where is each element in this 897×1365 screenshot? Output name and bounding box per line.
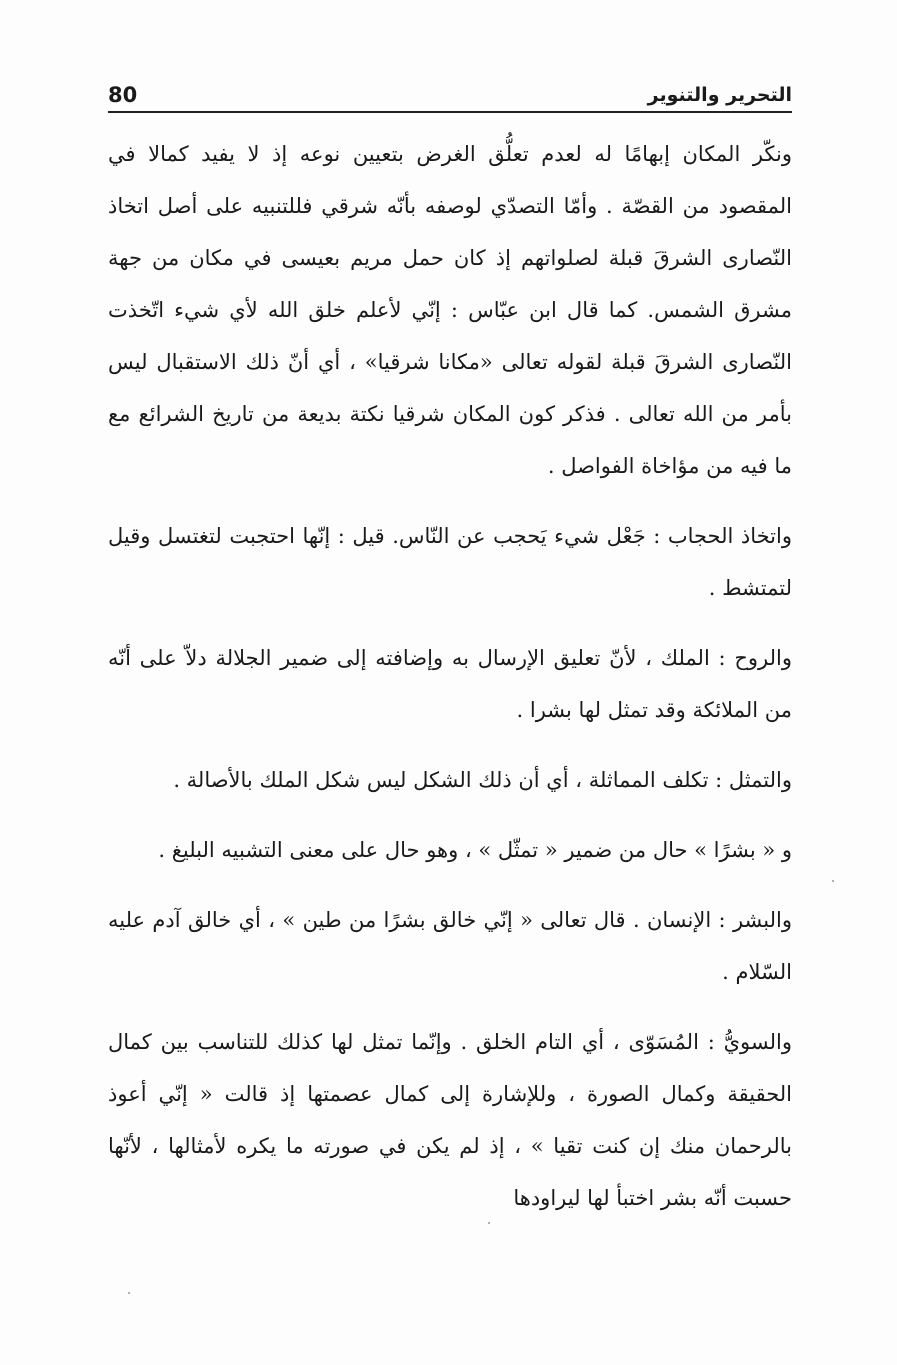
paragraph-likeness: والتمثل : تكلف المماثلة ، أي أن ذلك الشكل ليس شكل الملك بالأصالة . <box>173 768 792 792</box>
scan-speck <box>832 880 834 882</box>
paragraph-veil: واتخاذ الحجاب : جَعْل شيء يَحجب عن النّاس. قيل : إنّها احتجبت لتغتسل وقيل لتمتشط . <box>108 524 792 600</box>
paragraph-human: والبشر : الإنسان . قال تعالى « إنّي خالق بشرًا من طين » ، أي خالق آدم عليه السّلام . <box>108 908 792 984</box>
scan-speck <box>128 1292 130 1294</box>
page-header <box>108 70 792 108</box>
paragraph-human-form: و « بشرًا » حال من ضمير « تمثّل » ، وهو حال على معنى التشبيه البليغ . <box>158 838 792 862</box>
paragraph-perfect-form: والسويُّ : المُسَوّى ، أي التام الخلق . وإنّما تمثل لها كذلك للتناسب بين كمال الحقيقة وكمال الصورة ، وللإشارة إلى كمال عصمتها إذ قالت « إنّي أعوذ بالرحمان منك إن كنت تقيا » ، إذ لم يكن في صورته ما يكره لأمثالها ، لأنّها حسبت أنّه بشر اختبأ لها ليراودها <box>108 1030 792 1210</box>
paragraph-place: ونكّر المكان إبهامًا له لعدم تعلُّق الغرض بتعيين نوعه إذ لا يفيد كمالا في المقصود من القصّة . وأمّا التصدّي لوصفه بأنّه شرقي فللتنبيه على أصل اتخاذ النّصارى الشرقَ قبلة لصلواتهم إذ كان حمل مريم بعيسى في مكان من جهة مشرق الشمس. كما قال ابن عبّاس : إنّي لأعلم خلق الله لأي شيء اتّخذت النّصارى الشرقَ قبلة لقوله تعالى «مكانا شرقيا» ، أي أنّ ذلك الاستقبال ليس بأمر من الله تعالى . فذكر كون المكان شرقيا نكتة بديعة من تاريخ الشرائع مع ما فيه من مؤاخاة الفواصل . <box>108 142 792 478</box>
header-divider <box>108 111 792 113</box>
page-body <box>108 128 792 1224</box>
running-title: التحرير والتنوير <box>647 84 792 106</box>
page-number: 80 <box>108 83 138 107</box>
paragraph-spirit: والروح : الملك ، لأنّ تعليق الإرسال به وإضافته إلى ضمير الجلالة دلاّ على أنّه من الملائكة وقد تمثل لها بشرا . <box>108 646 792 722</box>
scan-speck <box>488 1222 490 1224</box>
